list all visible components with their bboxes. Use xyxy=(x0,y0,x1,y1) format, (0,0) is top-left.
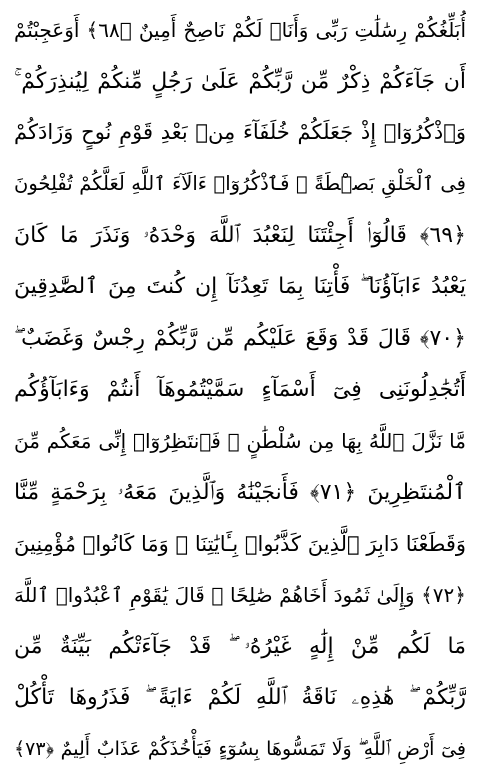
line-text: ٱلْمُنتَظِرِينَ ﴿٧١﴾ فَأَنجَيْنَٰهُ وَٱلَّذِينَ مَعَهُۥ بِرَحْمَةٍ مِّنَّا xyxy=(14,479,466,505)
text-line xyxy=(14,518,466,569)
text-line xyxy=(14,158,466,209)
line-text: مَا لَكُم مِّنْ إِلَٰهٍ غَيْرُهُۥ ۖ قَدْ جَآءَتْكُم بَيِّنَةٌ مِّن xyxy=(14,633,466,659)
text-line xyxy=(14,107,466,158)
text-line xyxy=(14,723,466,774)
text-line xyxy=(14,55,466,106)
line-text: ﴿٧٢﴾ وَإِلَىٰ ثَمُودَ أَخَاهُمْ صَٰلِحًا ۗ قَالَ يَٰقَوْمِ ٱعْبُدُوا۟ ٱللَّهَ xyxy=(14,582,466,607)
line-text: ﴿٦٩﴾ قَالُوٓا۟ أَجِئْتَنَا لِنَعْبُدَ ٱللَّهَ وَحْدَهُۥ وَنَذَرَ مَا كَانَ xyxy=(14,222,466,248)
text-line xyxy=(14,569,466,620)
text-line xyxy=(14,4,466,55)
text-line xyxy=(14,621,466,672)
line-text: فِىٓ أَرْضِ ٱللَّهِ ۖ وَلَا تَمَسُّوهَا بِسُوٓءٍ فَيَأْخُذَكُمْ عَذَابٌ أَلِيمٌ ﴿٧٣﴾ xyxy=(14,738,466,761)
verse-lines xyxy=(14,4,466,775)
text-line xyxy=(14,364,466,415)
line-text: رَّبِّكُمْ ۖ هَٰذِهِۦ نَاقَةُ ٱللَّهِ لَكُمْ ءَايَةً ۖ فَذَرُوهَا تَأْكُلْ xyxy=(14,685,466,711)
text-line xyxy=(14,672,466,723)
line-text: أَتُجَٰدِلُونَنِى فِىٓ أَسْمَآءٍ سَمَّيْتُمُوهَآ أَنتُمْ وَءَابَآؤُكُم xyxy=(14,376,466,402)
line-text: فِى ٱلْخَلْقِ بَصْۜطَةً ۖ فَٱذْكُرُوٓا۟ ءَالَآءَ ٱللَّهِ لَعَلَّكُمْ تُفْلِحُونَ xyxy=(14,172,466,196)
line-text: يَعْبُدُ ءَابَآؤُنَا ۖ فَأْتِنَا بِمَا تَعِدُنَآ إِن كُنتَ مِنَ ٱلصَّٰدِقِينَ xyxy=(14,274,466,300)
text-line xyxy=(14,210,466,261)
text-line xyxy=(14,415,466,466)
line-text: أَن جَآءَكُمْ ذِكْرٌ مِّن رَّبِّكُمْ عَلَىٰ رَجُلٍ مِّنكُمْ لِيُنذِرَكُمْ ۚ xyxy=(14,68,466,94)
line-text: ﴿٧٠﴾ قَالَ قَدْ وَقَعَ عَلَيْكُم مِّن رَّبِّكُمْ رِجْسٌ وَغَضَبٌ ۖ xyxy=(14,325,466,351)
line-text: مَّا نَزَّلَ ٱللَّهُ بِهَا مِن سُلْطَٰنٍ ۚ فَٱنتَظِرُوٓا۟ إِنِّى مَعَكُم مِّنَ xyxy=(14,428,466,453)
text-line xyxy=(14,261,466,312)
text-line xyxy=(14,467,466,518)
text-line xyxy=(14,312,466,363)
line-text: وَقَطَعْنَا دَابِرَ ٱلَّذِينَ كَذَّبُوا۟ بِـَٔايَٰتِنَا ۖ وَمَا كَانُوا۟ مُؤْمِنِينَ xyxy=(14,531,466,556)
line-text: وَٱذْكُرُوٓا۟ إِذْ جَعَلَكُمْ خُلَفَآءَ مِنۢ بَعْدِ قَوْمِ نُوحٍ وَزَادَكُمْ xyxy=(14,120,466,145)
line-text: أُبَلِّغُكُمْ رِسَٰلَٰتِ رَبِّى وَأَنَا۠ لَكُمْ نَاصِحٌ أَمِينٌ ﴿٦٨﴾ أَوَعَجِبْتُمْ xyxy=(14,17,466,42)
